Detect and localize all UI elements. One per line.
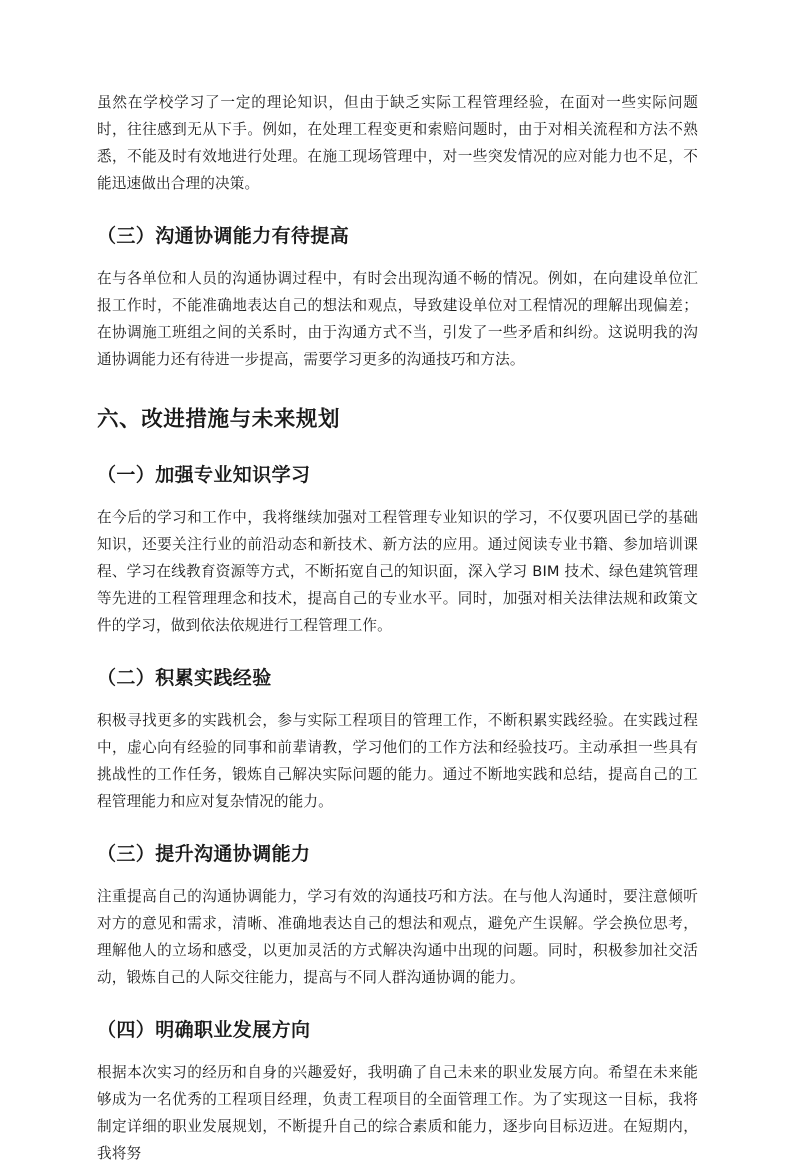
heading-professional-knowledge: （一）加强专业知识学习	[97, 464, 311, 486]
paragraph-communication-issue: 在与各单位和人员的沟通协调过程中，有时会出现沟通不畅的情况。例如，在向建设单位汇报工作时，不能准确地表达自己的想法和观点，导致建设单位对工程情况的理解出现偏差；在协调施工班组之间的关系时，由于沟通方式不当，引发了一些矛盾和纠纷。这说明我的沟通协调能力还有待进一步提高，需要学习更多的沟通技巧和方法。	[97, 270, 698, 368]
heading-section-six: 六、改进措施与未来规划	[97, 407, 341, 432]
paragraph-professional-knowledge: 在今后的学习和工作中，我将继续加强对工程管理专业知识的学习，不仅要巩固已学的基础知识，还要关注行业的前沿动态和新技术、新方法的应用。通过阅读专业书籍、参加培训课程、学习在线教育资源等方式，不断拓宽自己的知识面，深入学习 BIM 技术、绿色建筑管理等先进的工程管理理念和技术，提高自己的专业水平。同时，加强对相关法律法规和政策文件的学习，做到依法依规进行工程管理工作。	[97, 509, 698, 634]
paragraph-intro: 虽然在学校学习了一定的理论知识，但由于缺乏实际工程管理经验，在面对一些实际问题时，往往感到无从下手。例如，在处理工程变更和索赔问题时，由于对相关流程和方法不熟悉，不能及时有效地进行处理。在施工现场管理中，对一些突发情况的应对能力也不足，不能迅速做出合理的决策。	[97, 94, 698, 192]
paragraph-communication-improve: 注重提高自己的沟通协调能力，学习有效的沟通技巧和方法。在与他人沟通时，要注意倾听对方的意见和需求，清晰、准确地表达自己的想法和观点，避免产生误解。学会换位思考，理解他人的立场和感受，以更加灵活的方式解决沟通中出现的问题。同时，积极参加社交活动，锻炼自己的人际交往能力，提高与不同人群沟通协调的能力。	[97, 888, 698, 986]
heading-communication-improve: （三）提升沟通协调能力	[97, 843, 311, 865]
paragraph-practice-experience: 积极寻找更多的实践机会，参与实际工程项目的管理工作，不断积累实践经验。在实践过程中，虚心向有经验的同事和前辈请教，学习他们的工作方法和经验技巧。主动承担一些具有挑战性的工作任务，锻炼自己解决实际问题的能力。通过不断地实践和总结，提高自己的工程管理能力和应对复杂情况的能力。	[97, 712, 698, 810]
paragraph-career-direction: 根据本次实习的经历和自身的兴趣爱好，我明确了自己未来的职业发展方向。希望在未来能够成为一名优秀的工程项目经理，负责工程项目的全面管理工作。为了实现这一目标，我将制定详细的职业发展规划，不断提升自己的综合素质和能力，逐步向目标迈进。在短期内，我将努	[97, 1064, 698, 1162]
heading-practice-experience: （二）积累实践经验	[97, 667, 272, 689]
heading-career-direction: （四）明确职业发展方向	[97, 1019, 311, 1041]
heading-communication-issue: （三）沟通协调能力有待提高	[97, 225, 350, 247]
